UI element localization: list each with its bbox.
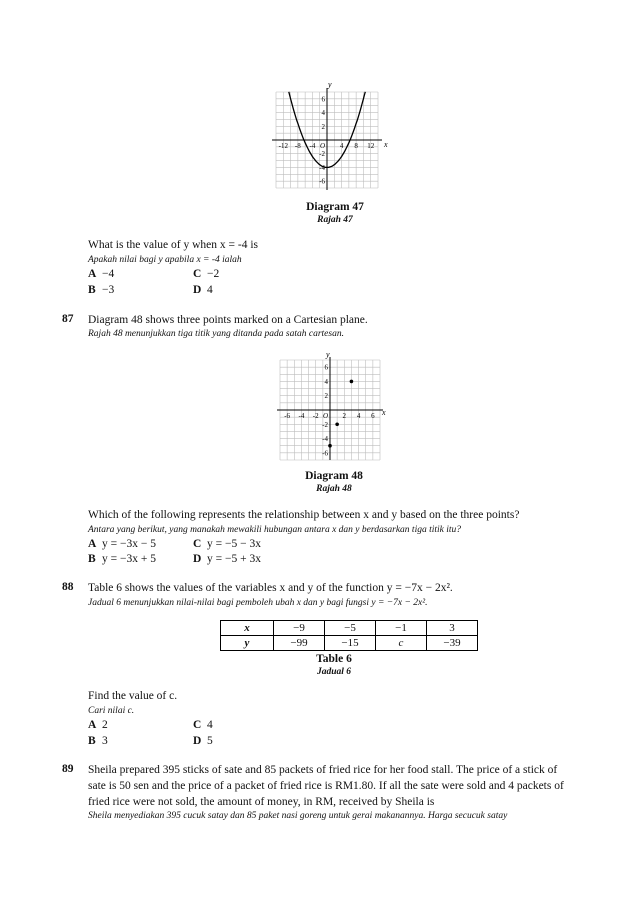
q88-question-malay: Cari nilai c. <box>88 706 135 716</box>
diagram-47-caption-malay: Rajah 47 <box>317 215 353 225</box>
tick-label: 6 <box>324 363 328 372</box>
q86-question: What is the value of y when x = -4 is <box>88 239 259 251</box>
data-point <box>335 422 339 426</box>
tick-label: -8 <box>294 142 301 150</box>
tick-label: 4 <box>321 109 325 118</box>
y-axis-label: y <box>328 80 332 89</box>
q87-intro: Diagram 48 shows three points marked on a Cartesian plane. <box>88 314 368 326</box>
tick-label: -4 <box>322 435 328 444</box>
q88-intro: Table 6 shows the values of the variables x and y of the function y = −7x − 2x². <box>88 582 453 594</box>
tick-label: 8 <box>354 142 358 150</box>
q89-line-2: sate is 50 sen and the price of a packet of fried rice is RM1.80. If all the sate were sold and 4 packets of <box>88 780 564 792</box>
q89-line-1: Sheila prepared 395 sticks of sate and 85 packets of fried rice for her food stall. The price of a stick of <box>88 764 558 776</box>
q87-question: Which of the following represents the relationship between x and y based on the three points? <box>88 509 520 521</box>
q89-line-3: fried rice were not sold, the amount of money, in RM, received by Sheila is <box>88 796 435 808</box>
q88-option-c[interactable]: C 4 <box>193 719 213 731</box>
data-point <box>350 380 354 384</box>
tick-label: -2 <box>319 150 325 159</box>
q87-option-c[interactable]: C y = −5 − 3x <box>193 538 261 550</box>
table-cell: −15 <box>325 636 376 651</box>
data-point <box>328 444 332 448</box>
q87-option-b[interactable]: B y = −3x + 5 <box>88 553 156 565</box>
table-row-x <box>221 621 478 636</box>
tick-label: 4 <box>356 412 361 420</box>
q88-option-d[interactable]: D 5 <box>193 735 213 747</box>
tick-label: -6 <box>322 449 328 458</box>
q86-question-malay: Apakah nilai bagi y apabila x = -4 ialah <box>88 255 242 265</box>
tick-label: -2 <box>312 412 319 420</box>
tick-label: -4 <box>319 163 325 172</box>
tick-label: -2 <box>322 420 328 429</box>
origin-label: O <box>322 412 328 420</box>
origin-label: O <box>319 142 325 150</box>
tick-label: 12 <box>367 142 375 150</box>
diagram-48-graph <box>270 350 390 462</box>
q87-option-d[interactable]: D y = −5 + 3x <box>193 553 261 565</box>
table-cell: −39 <box>427 636 478 651</box>
tick-label: -6 <box>284 412 291 420</box>
tick-label: -12 <box>278 142 288 150</box>
x-axis-label: x <box>384 140 388 149</box>
table-row-y <box>221 636 478 651</box>
q89-number: 89 <box>62 763 74 775</box>
table-6-caption: Table 6 <box>316 653 352 665</box>
q87-question-malay: Antara yang berikut, yang manakah mewakili hubungan antara x dan y berdasarkan tiga titik itu? <box>88 525 462 535</box>
tick-label: 2 <box>342 412 347 420</box>
table-cell: −1 <box>376 621 427 636</box>
q88-question: Find the value of c. <box>88 690 178 702</box>
q88-option-a[interactable]: A 2 <box>88 719 108 731</box>
q87-intro-malay: Rajah 48 menunjukkan tiga titik yang ditanda pada satah cartesan. <box>88 329 344 339</box>
q89-line-malay: Sheila menyediakan 395 cucuk satay dan 85 paket nasi goreng untuk gerai makanannya. Harga secucuk satay <box>88 811 508 821</box>
table-cell: −9 <box>274 621 325 636</box>
q86-option-a[interactable]: A −4 <box>88 268 115 280</box>
diagram-47-graph <box>262 78 394 198</box>
y-axis-label: y <box>326 350 330 359</box>
table-cell: −99 <box>274 636 325 651</box>
diagram-48-caption: Diagram 48 <box>305 470 363 482</box>
q88-number: 88 <box>62 581 74 593</box>
q86-option-c[interactable]: C −2 <box>193 268 220 280</box>
q88-intro-malay: Jadual 6 menunjukkan nilai-nilai bagi pemboleh ubah x dan y bagi fungsi y = −7x − 2x². <box>88 598 428 608</box>
table-6 <box>220 620 478 651</box>
tick-label: 4 <box>339 142 344 150</box>
q88-option-b[interactable]: B 3 <box>88 735 108 747</box>
tick-label: 4 <box>324 377 328 386</box>
table-cell: −5 <box>325 621 376 636</box>
tick-label: 6 <box>371 412 375 420</box>
table-cell: x <box>221 621 274 636</box>
table-6-caption-malay: Jadual 6 <box>316 667 352 677</box>
tick-label: -6 <box>319 177 325 186</box>
tick-label: 2 <box>324 392 328 401</box>
q87-number: 87 <box>62 313 74 325</box>
diagram-47-caption: Diagram 47 <box>306 201 364 213</box>
tick-label: 6 <box>321 95 325 104</box>
table-cell: y <box>221 636 274 651</box>
table-cell: c <box>376 636 427 651</box>
diagram-48-caption-malay: Rajah 48 <box>316 484 352 494</box>
q86-option-b[interactable]: B −3 <box>88 284 115 296</box>
table-cell: 3 <box>427 621 478 636</box>
tick-label: -4 <box>298 412 305 420</box>
q86-option-d[interactable]: D 4 <box>193 284 213 296</box>
tick-label: 2 <box>321 122 325 131</box>
q87-option-a[interactable]: A y = −3x − 5 <box>88 538 156 550</box>
x-axis-label: x <box>382 408 386 417</box>
tick-label: -4 <box>309 142 316 150</box>
